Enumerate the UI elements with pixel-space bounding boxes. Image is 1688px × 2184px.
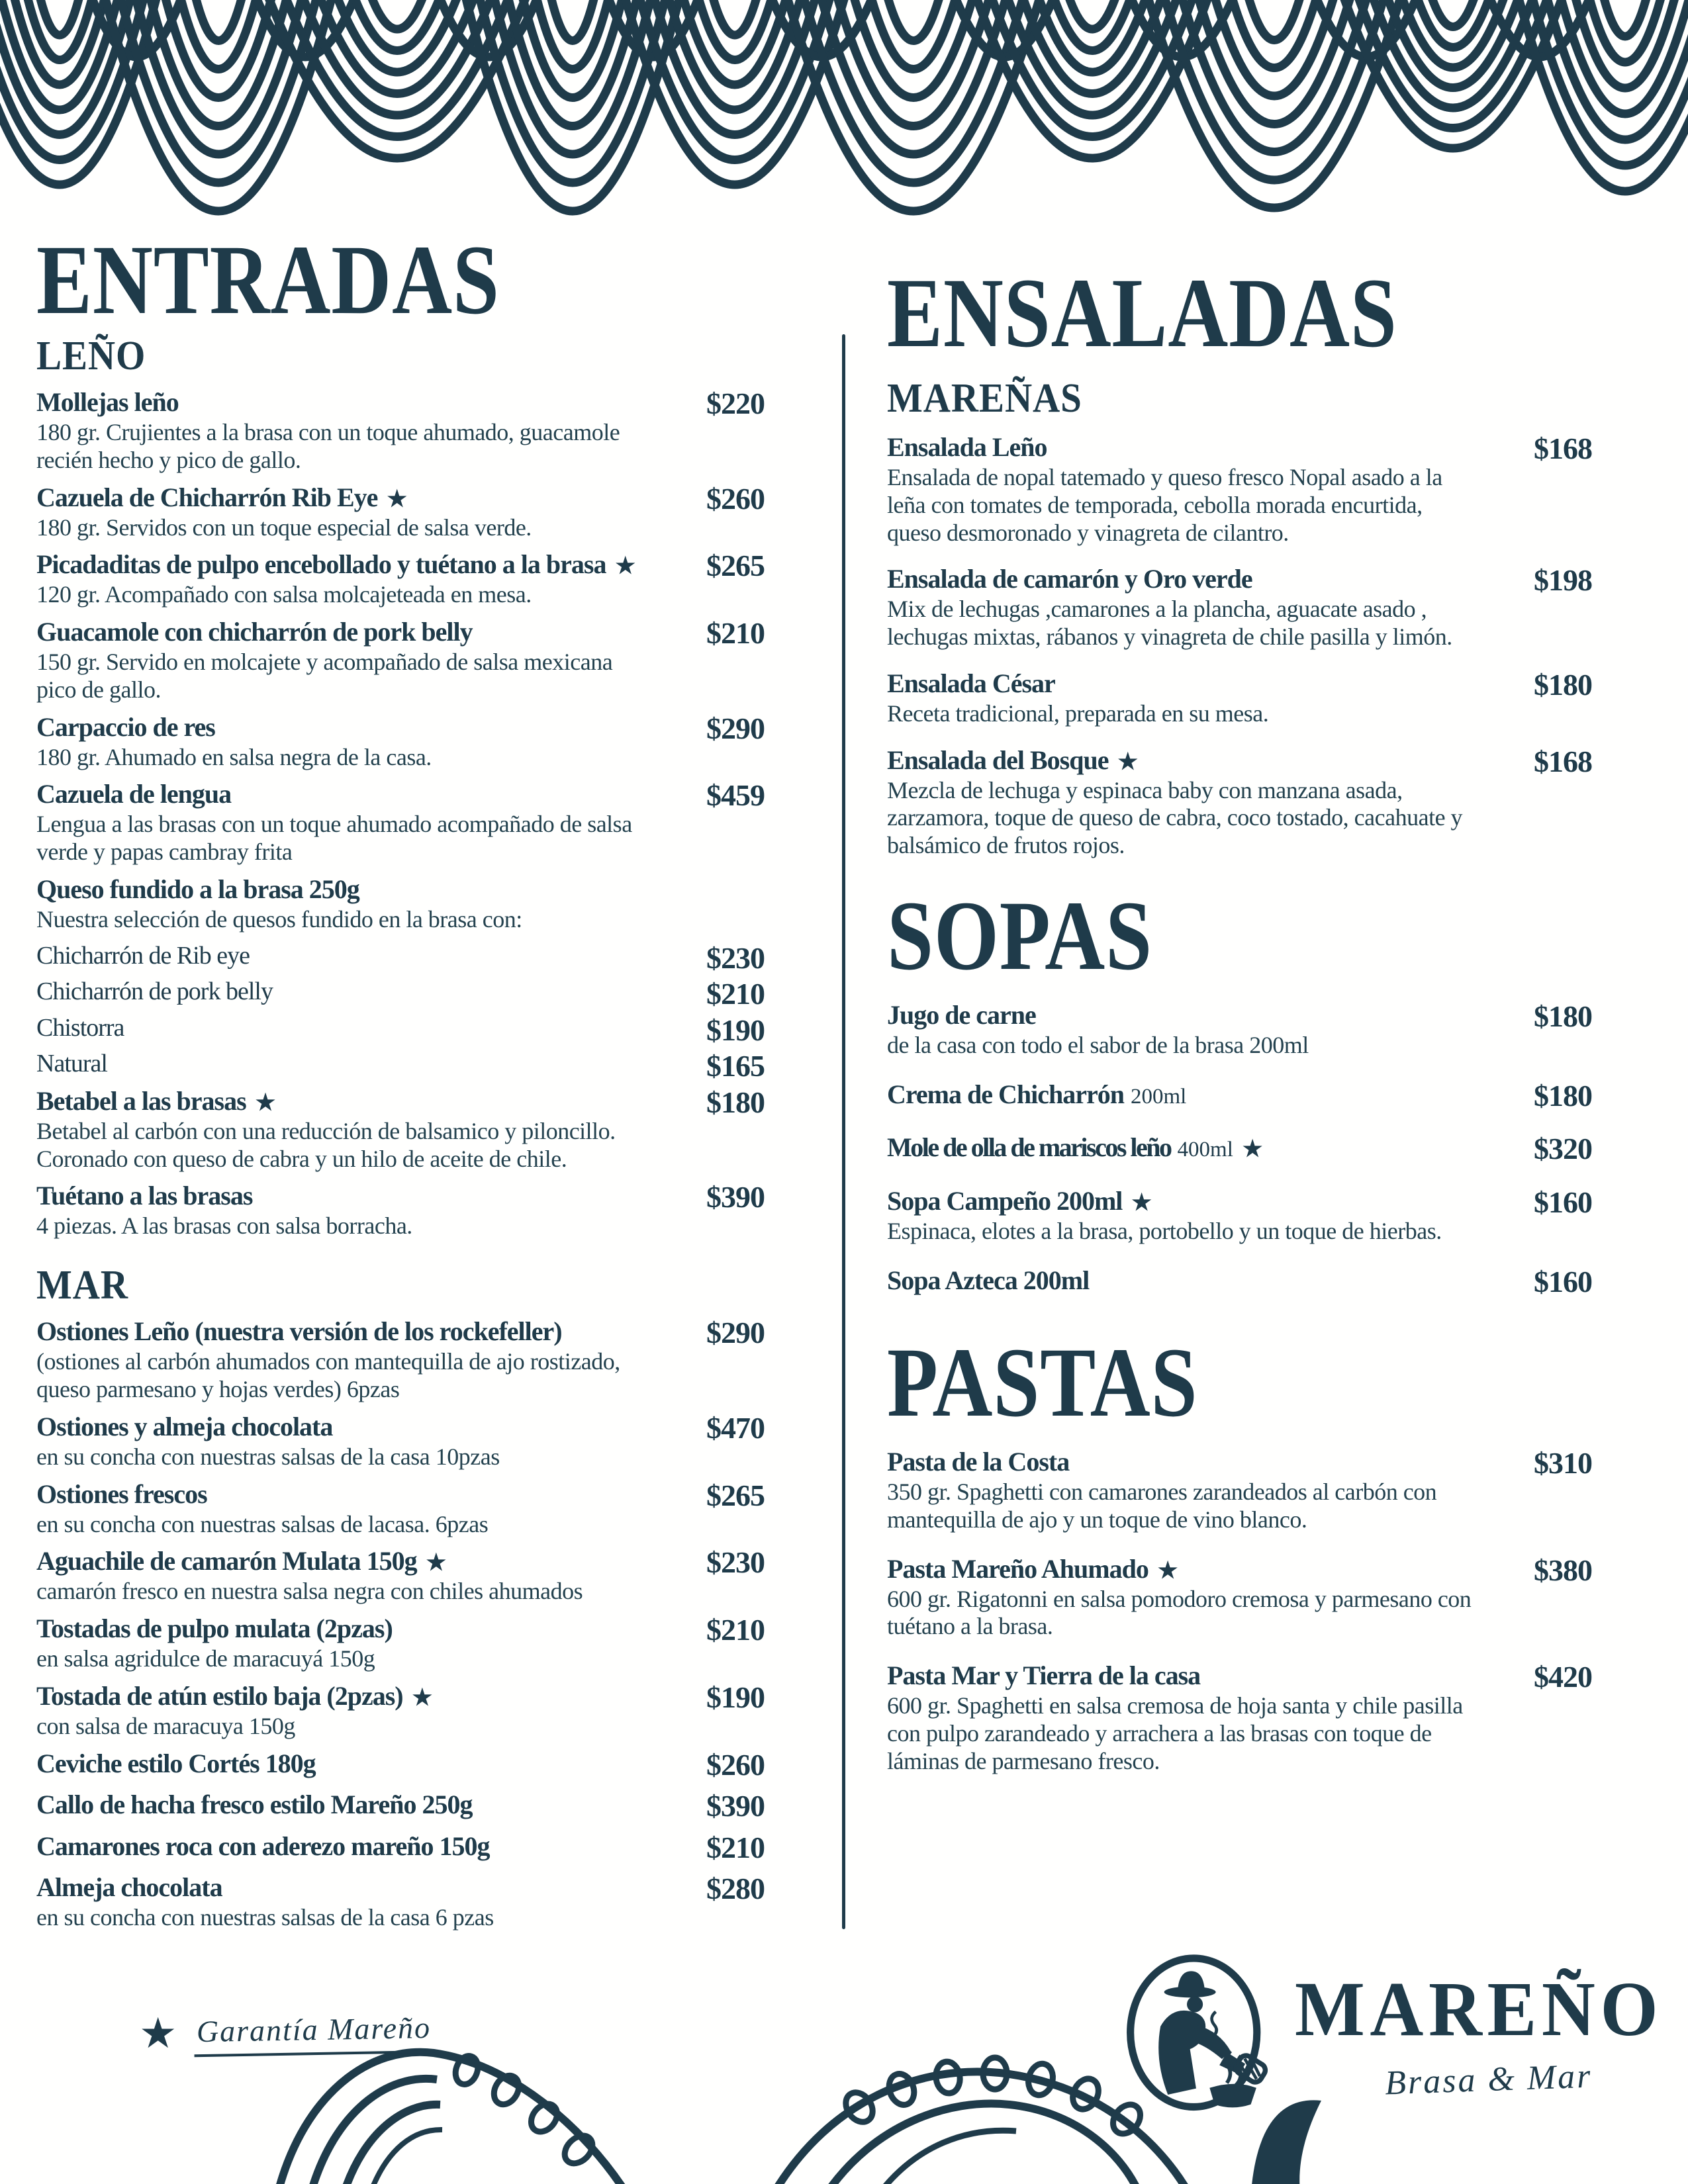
item-title [36, 1749, 652, 1779]
item-name: Sopa Azteca 200ml [887, 1265, 1090, 1295]
item-price: $265 [706, 1478, 765, 1512]
item-price: $380 [1534, 1553, 1592, 1587]
item-name: Ensalada de camarón y Oro verde [887, 564, 1252, 594]
item-title [36, 712, 652, 743]
star-icon: ★ [1131, 1190, 1152, 1215]
item-main [36, 617, 652, 704]
item-description: 350 gr. Spaghetti con camarones zarandeados al carbón con mantequilla de ajo y un toque de vino blanco. [887, 1479, 1437, 1533]
item-price: $260 [706, 481, 765, 516]
menu-item [36, 549, 765, 609]
menu-item [887, 1132, 1592, 1166]
item-main [36, 942, 652, 971]
menu-item [887, 1186, 1592, 1246]
item-title [36, 482, 652, 513]
item-price: $230 [706, 1545, 765, 1580]
item-name: Almeja chocolata [36, 1872, 222, 1903]
item-name: Cazuela de Chicharrón Rib Eye [36, 482, 378, 512]
item-description: camarón fresco en nuestra salsa negra con chiles ahumados [36, 1578, 583, 1605]
item-price: $210 [706, 1613, 765, 1647]
item-main [887, 1661, 1476, 1775]
item-description: Mix de lechugas ,camarones a la plancha, aguacate asado , lechugas mixtas, rábanos y vinagreta de chile pasilla y limón. [887, 596, 1452, 651]
item-price: $390 [706, 1789, 765, 1823]
item-name: Ostiones frescos [36, 1479, 207, 1509]
item-name: Jugo de carne [887, 999, 1036, 1030]
guarantee-note [139, 2009, 441, 2057]
star-icon: ★ [615, 554, 635, 579]
item-title [887, 1447, 1476, 1477]
item-name: Queso fundido a la brasa 250g [36, 874, 359, 904]
item-title [36, 1086, 652, 1116]
item-main [887, 745, 1476, 860]
menu-item [36, 482, 765, 542]
menu-item [36, 1050, 765, 1083]
item-price: $165 [706, 1049, 765, 1083]
menu-item [887, 1000, 1592, 1060]
item-title [887, 668, 1476, 699]
star-icon: ★ [412, 1685, 433, 1710]
menu-item [36, 1086, 765, 1173]
item-main [887, 1079, 1476, 1110]
item-title [887, 1554, 1476, 1584]
pastas-item-list [887, 1447, 1592, 1775]
item-title [36, 779, 652, 809]
menu-item [36, 1831, 765, 1865]
item-name: Chicharrón de pork belly [36, 978, 273, 1006]
left-column [36, 225, 765, 1940]
item-size: 200ml [1131, 1084, 1187, 1109]
item-price: $290 [706, 711, 765, 745]
item-price: $470 [706, 1410, 765, 1445]
item-title [36, 1546, 652, 1576]
item-title [36, 874, 652, 905]
subsection-title-marenas: MAREÑAS [887, 376, 1082, 421]
item-main [887, 1265, 1476, 1296]
item-name: Mole de olla de mariscos leño [887, 1132, 1171, 1163]
brand-tagline: Brasa & Mar [1384, 2057, 1593, 2102]
item-name: Ensalada del Bosque [887, 745, 1109, 775]
menu-item [36, 1014, 765, 1048]
item-title [36, 1050, 652, 1079]
item-main [36, 712, 652, 772]
item-main [36, 1614, 652, 1673]
menu-item [887, 1661, 1592, 1775]
item-name: Ceviche estilo Cortés 180g [36, 1748, 316, 1778]
menu-item [36, 874, 765, 934]
item-description: en su concha con nuestras salsas de la casa 10pzas [36, 1443, 500, 1470]
item-title [887, 1079, 1476, 1110]
item-name: Pasta Mar y Tierra de la casa [887, 1661, 1201, 1691]
menu-item [887, 668, 1592, 728]
item-price: $320 [1534, 1132, 1592, 1166]
item-title [36, 1014, 652, 1043]
menu-item [36, 387, 765, 475]
item-price: $180 [1534, 999, 1592, 1033]
item-name: Sopa Campeño 200ml [887, 1185, 1123, 1216]
menu-item [36, 1614, 765, 1673]
item-title [36, 1831, 652, 1862]
item-main [36, 1316, 652, 1404]
item-title [36, 617, 652, 647]
item-main [36, 1546, 652, 1606]
item-name: Camarones roca con aderezo mareño 150g [36, 1831, 490, 1861]
grill-cook-logo-icon [1119, 1951, 1272, 2118]
item-name: Chistorra [36, 1013, 124, 1042]
item-name: Tostadas de pulpo mulata (2pzas) [36, 1614, 393, 1644]
item-name: Cazuela de lengua [36, 779, 232, 809]
section-title-sopas: SOPAS [887, 880, 1152, 991]
item-main [887, 1000, 1476, 1060]
brand-name: MAREÑO [1295, 1965, 1664, 2052]
item-price: $459 [706, 778, 765, 813]
item-title [887, 745, 1476, 776]
item-price: $220 [706, 387, 765, 421]
item-title [36, 549, 652, 580]
item-price: $420 [1534, 1660, 1592, 1694]
item-main [887, 564, 1476, 651]
ensaladas-item-list [887, 432, 1592, 860]
menu-item [887, 1447, 1592, 1534]
item-main [36, 1749, 652, 1779]
item-price: $160 [1534, 1264, 1592, 1298]
item-description: 120 gr. Acompañado con salsa molcajeteada en mesa. [36, 581, 532, 608]
item-description: 600 gr. Rigatonni en salsa pomodoro cremosa y parmesano con tuétano a la brasa. [887, 1585, 1472, 1640]
item-title [887, 1265, 1476, 1296]
leno-item-list [36, 387, 765, 1240]
item-main [36, 1872, 652, 1932]
item-main [36, 1050, 652, 1079]
item-description: (ostiones al carbón ahumados con mantequilla de ajo rostizado, queso parmesano y hojas verdes) 6pzas [36, 1348, 620, 1403]
item-price: $390 [706, 1180, 765, 1214]
item-main [887, 1447, 1476, 1534]
menu-item [36, 1790, 765, 1823]
item-description: en su concha con nuestras salsas de la casa 6 pzas [36, 1904, 494, 1931]
item-title [887, 564, 1476, 594]
item-description: Lengua a las brasas con un toque ahumado acompañado de salsa verde y papas cambray frita [36, 811, 632, 866]
menu-item [36, 1681, 765, 1741]
menu-item [36, 1479, 765, 1539]
item-title [36, 1479, 652, 1510]
item-price: $180 [1534, 1078, 1592, 1113]
item-price: $198 [1534, 563, 1592, 598]
item-title [887, 1000, 1476, 1030]
item-main [36, 779, 652, 866]
star-icon: ★ [139, 2009, 177, 2057]
item-description: Mezcla de lechuga y espinaca baby con manzana asada, zarzamora, toque de queso de cabra, coco tostado, cacahuate y balsámico de frutos rojos. [887, 776, 1463, 859]
item-main [36, 1479, 652, 1539]
item-description: en su concha con nuestras salsas de lacasa. 6pzas [36, 1510, 489, 1537]
star-icon: ★ [255, 1090, 276, 1115]
item-description: 150 gr. Servido en molcajete y acompañado de salsa mexicana pico de gallo. [36, 649, 613, 703]
item-name: Ostiones y almeja chocolata [36, 1411, 333, 1441]
item-name: Chicharrón de Rib eye [36, 941, 250, 970]
item-price: $168 [1534, 744, 1592, 778]
guarantee-label: Garantía Mareño [194, 2010, 441, 2057]
item-main [36, 874, 652, 934]
column-divider [842, 334, 845, 1929]
subsection-title-mar: MAR [36, 1263, 128, 1308]
right-column [887, 258, 1592, 1795]
item-main [887, 1132, 1476, 1163]
item-main [887, 1186, 1476, 1246]
item-price: $290 [706, 1316, 765, 1350]
item-price: $210 [706, 616, 765, 651]
menu-item [36, 1546, 765, 1606]
item-title [887, 1186, 1476, 1216]
item-description: con salsa de maracuya 150g [36, 1712, 295, 1739]
item-main [887, 668, 1476, 728]
item-main [36, 549, 652, 609]
menu-item [36, 712, 765, 772]
star-icon: ★ [1242, 1137, 1263, 1162]
item-description: 180 gr. Ahumado en salsa negra de la casa. [36, 743, 432, 770]
item-name: Betabel a las brasas [36, 1085, 246, 1116]
item-description: Betabel al carbón con una reducción de balsamico y piloncillo. Coronado con queso de cabra y un hilo de aceite de chile. [36, 1117, 616, 1172]
item-description: 600 gr. Spaghetti en salsa cremosa de hoja santa y chile pasilla con pulpo zarandeado y arrachera a las brasas con toque de láminas de parmesano fresco. [887, 1692, 1463, 1774]
item-title [36, 978, 652, 1007]
item-description: Nuestra selección de quesos fundido en la brasa con: [36, 905, 522, 933]
item-main [36, 1181, 652, 1240]
item-price: $190 [706, 1680, 765, 1714]
item-name: Carpaccio de res [36, 711, 215, 742]
item-title [36, 1790, 652, 1820]
menu-item [36, 1749, 765, 1782]
item-main [36, 1412, 652, 1471]
item-name: Mollejas leño [36, 387, 179, 418]
wave-pattern-illustration [0, 0, 1688, 218]
item-price: $180 [1534, 667, 1592, 702]
star-icon: ★ [426, 1551, 447, 1576]
item-name: Natural [36, 1050, 107, 1078]
item-name: Ostiones Leño (nuestra versión de los rockefeller) [36, 1316, 562, 1347]
item-description: 180 gr. Crujientes a la brasa con un toque ahumado, guacamole recién hecho y pico de gallo. [36, 419, 620, 473]
item-main [36, 1681, 652, 1741]
item-title [887, 432, 1476, 463]
item-main [36, 1086, 652, 1173]
item-description: Receta tradicional, preparada en su mesa. [887, 700, 1269, 727]
menu-item [887, 564, 1592, 651]
item-title [36, 1614, 652, 1644]
menu-item [887, 1554, 1592, 1641]
item-price: $280 [706, 1872, 765, 1906]
item-main [887, 432, 1476, 547]
item-name: Crema de Chicharrón [887, 1079, 1124, 1109]
menu-item [36, 1412, 765, 1471]
mar-item-list [36, 1316, 765, 1932]
brand-text [1295, 1965, 1683, 2102]
item-title [36, 1181, 652, 1211]
menu-item [36, 1316, 765, 1404]
item-price: $230 [706, 940, 765, 975]
item-name: Ensalada César [887, 668, 1055, 698]
item-title [36, 1412, 652, 1442]
item-name: Pasta Mareño Ahumado [887, 1553, 1149, 1584]
item-main [36, 1831, 652, 1862]
menu-item [36, 978, 765, 1011]
item-main [887, 1554, 1476, 1641]
subsection-title-leno: LEÑO [36, 334, 146, 379]
menu-item [887, 745, 1592, 860]
item-name: Pasta de la Costa [887, 1447, 1070, 1477]
menu-item [36, 1181, 765, 1240]
item-name: Tuétano a las brasas [36, 1181, 253, 1211]
item-title [887, 1661, 1476, 1691]
item-name: Aguachile de camarón Mulata 150g [36, 1546, 417, 1576]
item-description: de la casa con todo el sabor de la brasa 200ml [887, 1031, 1309, 1058]
item-price: $210 [706, 977, 765, 1011]
item-price: $190 [706, 1013, 765, 1047]
menu-item [887, 432, 1592, 547]
item-price: $310 [1534, 1446, 1592, 1480]
subsection-mar [36, 1264, 765, 1932]
menu-item [36, 617, 765, 704]
section-title-ensaladas: ENSALADAS [887, 258, 1397, 368]
item-main [36, 387, 652, 475]
star-icon: ★ [387, 486, 407, 512]
item-price: $180 [706, 1085, 765, 1119]
item-description: 4 piezas. A las brasas con salsa borracha. [36, 1212, 412, 1240]
item-main [36, 482, 652, 542]
star-icon: ★ [1117, 749, 1138, 774]
item-price: $168 [1534, 432, 1592, 466]
section-title-pastas: PASTAS [887, 1328, 1198, 1438]
item-description: Espinaca, elotes a la brasa, portobello y un toque de hierbas. [887, 1217, 1442, 1244]
menu-item [887, 1079, 1592, 1113]
item-name: Callo de hacha fresco estilo Mareño 250g [36, 1790, 473, 1820]
star-icon: ★ [1157, 1558, 1178, 1583]
item-description: en salsa agridulce de maracuyá 150g [36, 1645, 375, 1672]
item-name: Guacamole con chicharrón de pork belly [36, 617, 473, 647]
subsection-leno [36, 335, 765, 1240]
menu-item [36, 942, 765, 976]
item-main [36, 1790, 652, 1820]
item-main [36, 978, 652, 1007]
item-price: $260 [706, 1747, 765, 1782]
menu-item [887, 1265, 1592, 1299]
section-title-entradas: ENTRADAS [36, 225, 500, 335]
item-name: Tostada de atún estilo baja (2pzas) [36, 1680, 403, 1711]
item-price: $160 [1534, 1185, 1592, 1219]
item-title [36, 1872, 652, 1903]
item-description: Ensalada de nopal tatemado y queso fresco Nopal asado a la leña con tomates de temporada, cebolla morada encurtida, queso desmoronado y vinagreta de cilantro. [887, 464, 1442, 546]
item-title [36, 942, 652, 971]
item-name: Ensalada Leño [887, 432, 1047, 463]
item-title [36, 1681, 652, 1711]
item-price: $210 [706, 1830, 765, 1864]
item-price: $265 [706, 549, 765, 583]
item-title [36, 387, 652, 418]
menu-item [36, 1872, 765, 1932]
item-name: Picadaditas de pulpo encebollado y tuétano a la brasa [36, 549, 606, 580]
item-size: 400ml [1177, 1138, 1233, 1162]
item-main [36, 1014, 652, 1043]
brand-footer [1119, 1951, 1683, 2118]
sopas-item-list [887, 1000, 1592, 1298]
item-title [887, 1132, 1476, 1163]
item-description: 180 gr. Servidos con un toque especial de salsa verde. [36, 514, 532, 541]
menu-item [36, 779, 765, 866]
item-title [36, 1316, 652, 1347]
